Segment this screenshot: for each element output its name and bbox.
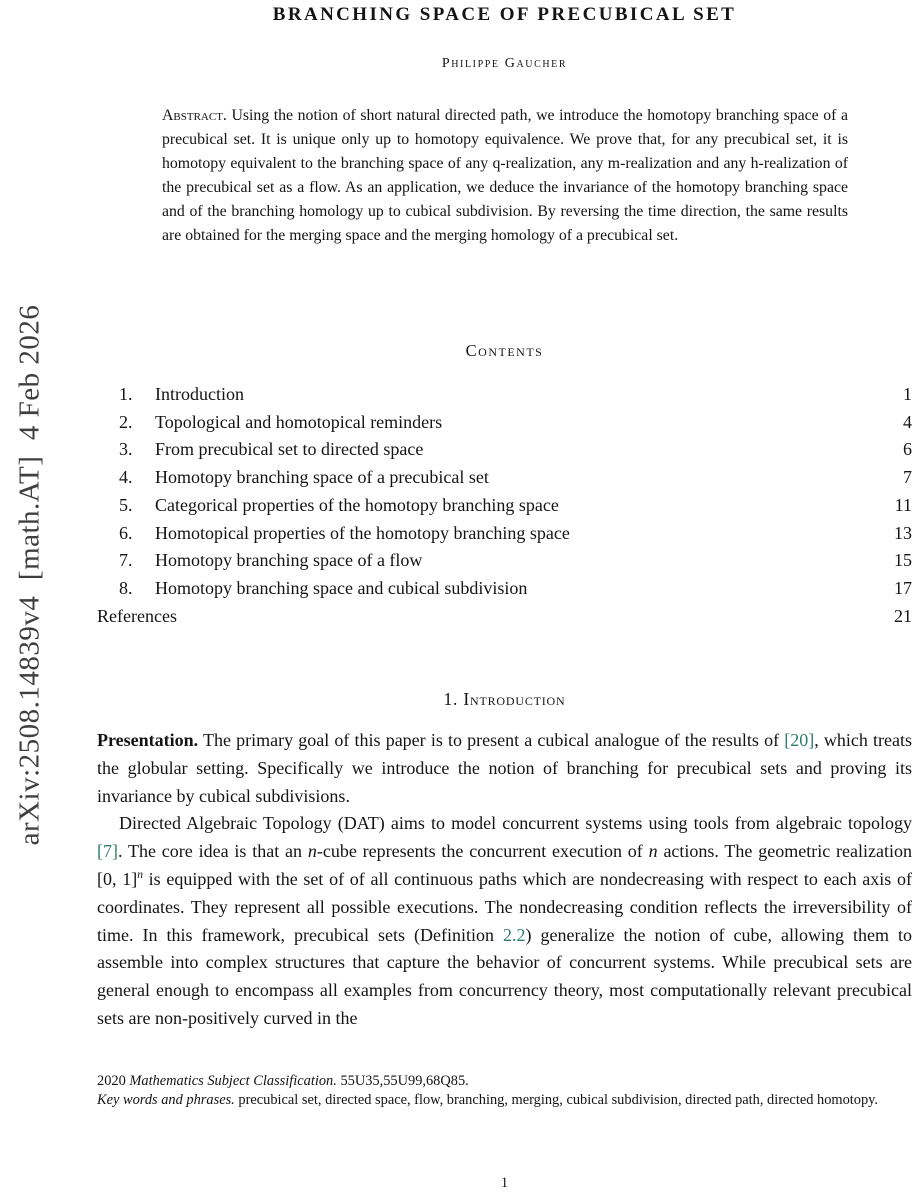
paper-content	[97, 0, 912, 1200]
intro-paragraph-presentation	[97, 727, 912, 810]
citation-link[interactable]: [7]	[97, 841, 118, 862]
text-segment: Directed Algebraic Topology (DAT) aims to model concurrent systems using tools from algebraic topology	[119, 813, 912, 834]
text-segment: 2020	[97, 1073, 130, 1089]
toc-item-label: Homotopy branching space and cubical subdivision	[155, 577, 528, 598]
toc-item[interactable]	[97, 409, 912, 437]
abstract-text	[162, 104, 848, 249]
toc-item-number: 2.	[119, 411, 133, 432]
toc-item-number: 1.	[119, 384, 133, 404]
toc-item[interactable]	[97, 492, 912, 520]
intro-paragraph-dat	[97, 810, 912, 1032]
toc-item-references[interactable]	[97, 603, 912, 631]
text-segment: precubical set, directed space, flow, branching, merging, cubical subdivision, directed path, directed homotopy.	[234, 1092, 879, 1109]
text-segment: Key words and phrases.	[97, 1092, 235, 1109]
toc-item-number: 6.	[119, 522, 133, 543]
text-segment: Mathematics Subject Classification.	[129, 1073, 337, 1089]
toc-item-page: 7	[903, 467, 912, 488]
page-number: 1	[500, 1175, 509, 1191]
keywords-line	[97, 1091, 912, 1110]
toc-item-label: Categorical properties of the homotopy branching space	[155, 494, 559, 515]
contents-heading: Contents	[465, 341, 544, 360]
text-segment: Presentation.	[97, 730, 199, 750]
toc-item[interactable]	[97, 575, 912, 603]
toc-item-number: 8.	[119, 577, 133, 598]
toc-item-number: 5.	[119, 494, 133, 515]
section-heading: 1. Introduction	[443, 689, 566, 709]
text-segment: n	[307, 841, 317, 862]
toc-item-number: 7.	[119, 550, 133, 571]
toc-item-page: 6	[903, 439, 912, 460]
toc-item[interactable]	[97, 464, 912, 492]
toc-item-label: Introduction	[155, 384, 244, 404]
text-segment: n	[137, 868, 143, 881]
text-segment: ) generalize the notion of cube, allowing them to assemble into complex structures that capture the behavior of concurrent systems. While precubical sets are general enough to encompass all examples from concurrency theory, most computationally relevant precubical sets are non-positively curved in the	[97, 924, 913, 1028]
toc-item-page: 4	[903, 411, 912, 432]
toc-item-page: 17	[894, 577, 912, 598]
author-name: Philippe Gaucher	[441, 56, 568, 71]
text-segment: , which treats the globular setting. Specifically we introduce the notion of branching for precubical sets and proving its invariance by cubical subdivisions.	[97, 730, 912, 806]
toc-item-page: 1	[903, 384, 912, 404]
text-segment: is equipped with the set of of all continuous paths which are nondecreasing with respect to each axis of coordinates. They represent all possible executions. The nondecreasing condition reflects the irreversibility of time. In this framework, precubical sets (Definition	[97, 868, 912, 945]
toc-item-label: From precubical set to directed space	[155, 439, 424, 460]
msc-line	[97, 1072, 912, 1091]
toc-item-page: 11	[894, 494, 912, 515]
text-segment: n	[648, 841, 658, 862]
footnotes	[97, 1072, 912, 1111]
paper-title: BRANCHING SPACE OF PRECUBICAL SET	[272, 4, 737, 25]
toc-item[interactable]	[97, 381, 912, 409]
toc-item-label: Homotopical properties of the homotopy branching space	[155, 522, 570, 543]
text-segment: Using the notion of short natural directed path, we introduce the homotopy branching space of a precubical set. It is unique only up to homotopy equivalence. We prove that, for any precubical set, it is homotopy equivalent to the branching space of any q-realization, any m-realization and any h-realization of the precubical set as a flow. As an application, we deduce the invariance of the homotopy branching space and of the branching homology up to cubical subdivision. By reversing the time direction, the same results are obtained for the merging space and the merging homology of a precubical set.	[162, 107, 848, 245]
toc-item-page: 15	[894, 550, 912, 571]
toc-item-page: 13	[894, 522, 912, 543]
arxiv-watermark: arXiv:2508.14839v4 [math.AT] 4 Feb 2026	[13, 304, 46, 846]
text-segment: The primary goal of this paper is to present a cubical analogue of the results of	[198, 730, 785, 750]
table-of-contents	[97, 381, 912, 630]
text-segment: 55U35,55U99,68Q85.	[336, 1073, 469, 1089]
toc-item-number: 4.	[119, 467, 133, 488]
introduction-body	[97, 727, 912, 1033]
text-segment: . The core idea is that an	[118, 841, 308, 862]
toc-item-label: Homotopy branching space of a precubical set	[155, 467, 489, 488]
citation-link[interactable]: 2.2	[503, 924, 526, 945]
toc-item[interactable]	[97, 520, 912, 548]
toc-item-label: References	[97, 605, 177, 626]
toc-item-label: Topological and homotopical reminders	[155, 411, 443, 432]
text-segment: actions. The geometric realization [0, 1]	[97, 841, 912, 889]
text-segment: Abstract.	[162, 107, 227, 124]
toc-item-label: Homotopy branching space of a flow	[155, 550, 423, 571]
toc-item-number: 3.	[119, 439, 133, 460]
toc-item-page: 21	[894, 605, 912, 626]
toc-item[interactable]	[97, 547, 912, 575]
text-segment: -cube represents the concurrent execution of	[316, 841, 649, 862]
citation-link[interactable]: [20]	[784, 730, 815, 750]
toc-item[interactable]	[97, 436, 912, 464]
